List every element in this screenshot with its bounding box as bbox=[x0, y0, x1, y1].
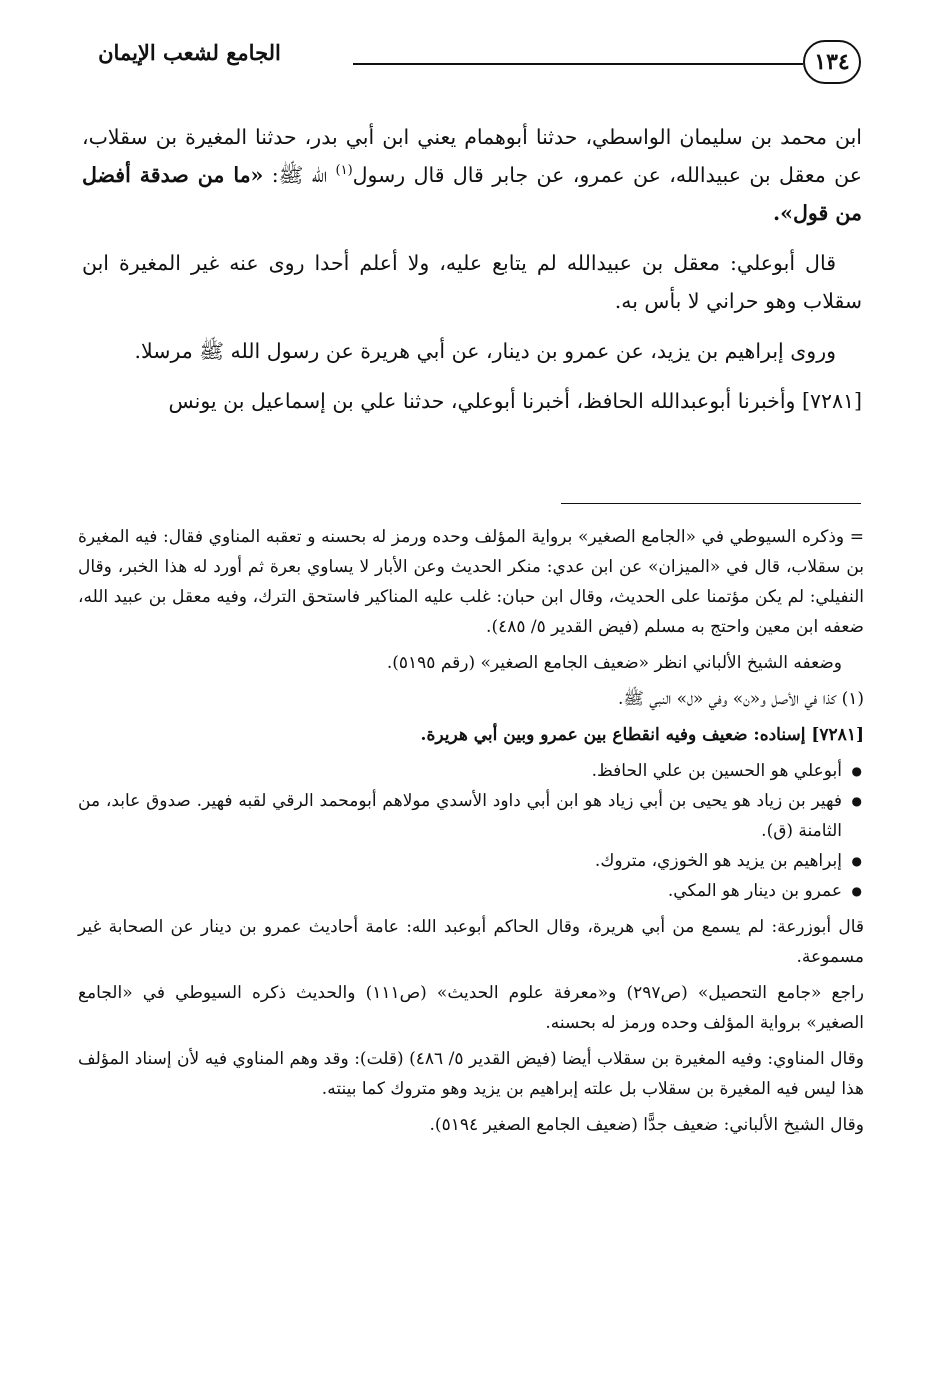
isnad-text: ابن محمد بن سليمان الواسطي، حدثنا أبوهمام يعني ابن أبي بدر، حدثنا المغيرة بن سقلاب، عن معقل بن عبيدالله، عن عمرو، عن جابر قال قال رسول bbox=[82, 125, 862, 187]
narrator-list bbox=[78, 756, 864, 906]
main-text bbox=[82, 118, 862, 432]
list-item: ● فهير بن زياد هو يحيى بن أبي زياد هو ابن أبي داود الأسدي مولاهم أبومحمد الرقي لقبه فهير. صدوق عابد، من الثامنة (ق). bbox=[78, 786, 842, 846]
header-rule bbox=[353, 63, 803, 65]
footnote-abu-zura: قال أبوزرعة: لم يسمع من أبي هريرة، وقال الحاكم أبوعبد الله: عامة أحاديث عمرو بن دينار عن الصحابة غير مسموعة. bbox=[78, 917, 864, 967]
running-title: الجامع لشعب الإيمان bbox=[98, 40, 281, 65]
page-number: ١٣٤ bbox=[803, 40, 861, 84]
list-item: ● إبراهيم بن يزيد هو الخوزي، متروك. bbox=[78, 846, 842, 876]
footnote-divider bbox=[561, 503, 861, 504]
footnote-1: (١) كذا في الأصل و«ن» وفي «ل» النبي ﷺ. bbox=[617, 689, 864, 709]
footnote-marker: (١) bbox=[335, 163, 353, 179]
footnote-7281-heading: [٧٢٨١] إسناده: ضعيف وفيه انقطاع بين عمرو وبين أبي هريرة. bbox=[420, 725, 864, 745]
hadith-text: «ما من صدقة أفضل من قول». bbox=[82, 163, 862, 225]
paragraph-mursal: وروى إبراهيم بن يزيد، عن عمرو بن دينار، عن أبي هريرة عن رسول الله ﷺ مرسلا. bbox=[134, 339, 836, 363]
list-item: ● عمرو بن دينار هو المكي. bbox=[78, 876, 842, 906]
paragraph-comment: قال أبوعلي: معقل بن عبيدالله لم يتابع عليه، ولا أعلم أحدا روى عنه غير المغيرة ابن سقلاب وهو حراني لا بأس به. bbox=[82, 251, 862, 313]
list-item: ● أبوعلي هو الحسين بن علي الحافظ. bbox=[78, 756, 842, 786]
footnote-references: راجع «جامع التحصيل» (ص٢٩٧) و«معرفة علوم الحديث» (ص١١١) والحديث ذكره السيوطي في «الجامع الصغير» برواية المؤلف وحده ورمز له بحسنه. bbox=[78, 983, 864, 1033]
footnote-munawi: وقال المناوي: وفيه المغيرة بن سقلاب أيضا (فيض القدير ٥/ ٤٨٦) (قلت): وقد وهم المناوي فيه لأن إسناد المؤلف هذا ليس فيه المغيرة بن سقلاب بل علته إبراهيم بن يزيد وهو متروك كما بينته. bbox=[78, 1049, 864, 1099]
footnote-albani-grading: وقال الشيخ الألباني: ضعيف جدًّا (ضعيف الجامع الصغير ٥١٩٤). bbox=[429, 1115, 864, 1135]
footnotes bbox=[78, 522, 864, 1146]
footnote-albani: وضعفه الشيخ الألباني انظر «ضعيف الجامع الصغير» (رقم ٥١٩٥). bbox=[386, 653, 842, 673]
isnad-end: الله ﷺ: bbox=[263, 163, 336, 187]
footnote-continuation: = وذكره السيوطي في «الجامع الصغير» برواية المؤلف وحده ورمز له بحسنه و تعقبه المناوي فقال: فيه المغيرة بن سقلاب، قال في «الميزان» عن ابن عدي: منكر الحديث وعن الأبار لا يساوي بعرة ثم أورد له هذا الخبر، وقال النفيلي: لم يكن مؤتمنا على الحديث، وقال ابن حبان: غلب عليه المناكير فاستحق الترك، وفيه معقل بن عبيد الله، ضعفه ابن معين واحتج به مسلم (فيض القدير ٥/ ٤٨٥). bbox=[78, 527, 864, 637]
paragraph-hadith-7281: [٧٢٨١] وأخبرنا أبوعبدالله الحافظ، أخبرنا أبوعلي، حدثنا علي بن إسماعيل بن يونس bbox=[168, 389, 862, 413]
paragraph-isnad bbox=[82, 118, 862, 232]
